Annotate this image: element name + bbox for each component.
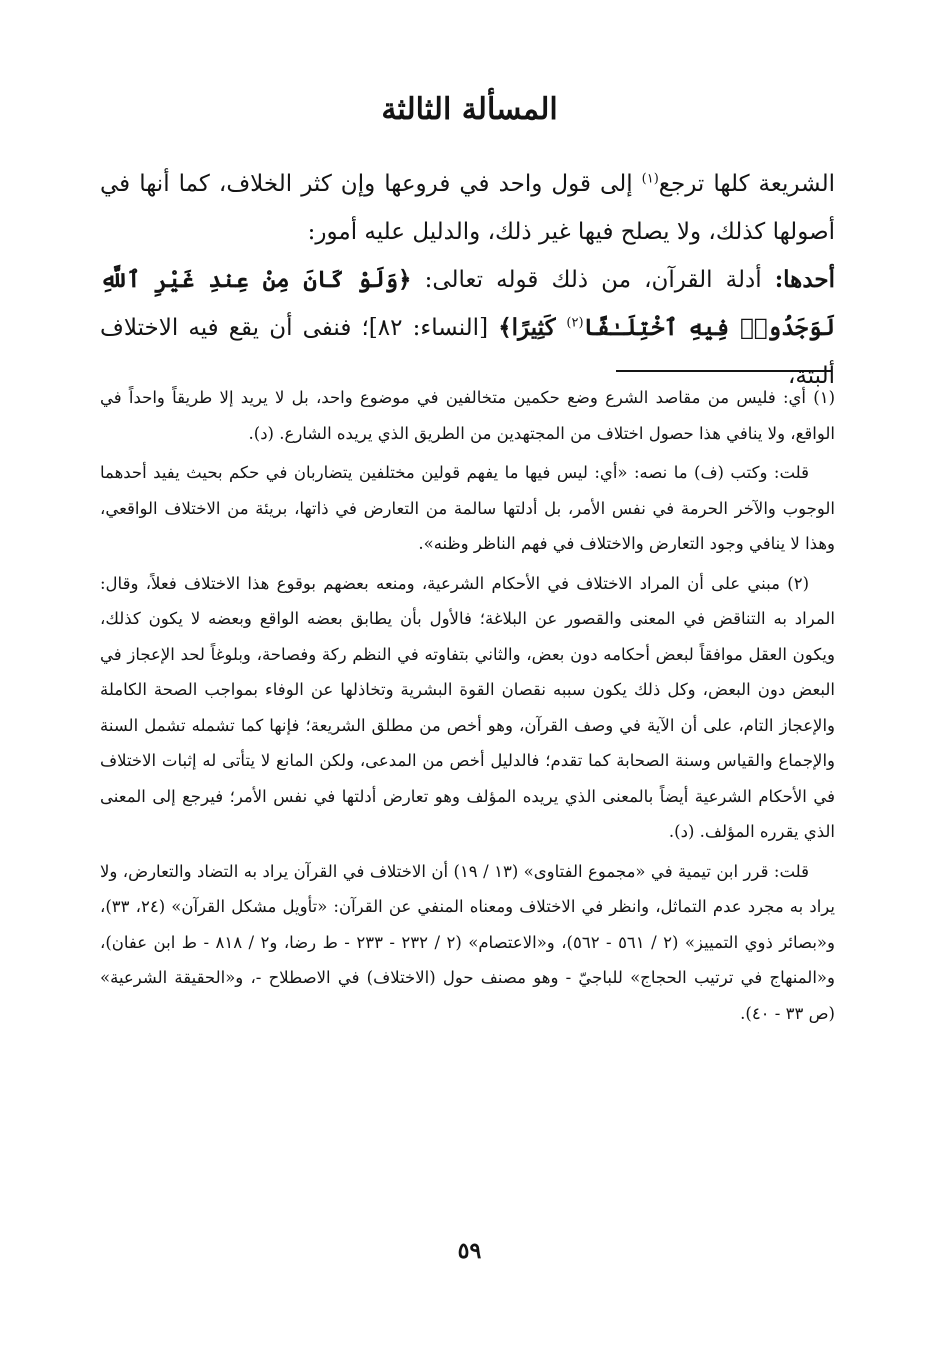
main-body [100,160,835,400]
paragraph-2-text: أدلة القرآن، من ذلك قوله تعالى: [411,267,775,293]
footnote-1-note: قلت: وكتب (ف) ما نصه: «أي: ليس فيها ما يفهم قولين مختلفين يتضاربان في حكم بحيث يفيد أحدهما الوجوب والآخر الحرمة في نفس الأمر، بل أدلتها سالمة من التعارض في ذاتها، بريئة من الاختلاف الواقعي، وهذا لا ينافي وجود التعارض والاختلاف في فهم الناظر وظنه». [100,463,835,553]
footnote-marker-1[interactable]: (١) [641,171,659,187]
footnote-divider [616,370,831,372]
quran-verse-part-2: كَثِيرًا﴾ [498,314,567,341]
paragraph-1-rest: إلى قول واحد في فروعها وإن كثر الخلاف، كما أنها في أصولها كذلك، ولا يصلح فيها غير ذلك، والدليل عليه أمور: [100,171,835,245]
page-number: ٥٩ [457,1238,482,1264]
quran-verse-part-1: ﴿وَلَوْ كَانَ مِنْ عِندِ غَيْرِ ٱللَّهِ لَوَجَدُوا۟ فِيهِ ٱخْتِلَـٰفًا [100,266,835,341]
footnote-2-note: قلت: قرر ابن تيمية في «مجموع الفتاوى» (١٣ / ١٩) أن الاختلاف في القرآن يراد به التضاد والتعارض، ولا يراد به مجرد عدم التماثل، وانظر في الاختلاف ومعناه المنفي عن القرآن: «تأويل مشكل القرآن» (٢٤، ٣٣)، و«بصائر ذوي التمييز» (٢ / ٥٦١ - ٥٦٢)، و«الاعتصام» (٢ / ٢٣٢ - ٢٣٣ - ط رضا، و٢ / ٨١٨ - ط ابن عفان)، و«المنهاج في ترتيب الحجاج» للباجيّ - وهو مصنف حول (الاختلاف) في الاصطلاح -، و«الحقيقة الشرعية» (ص ٣٣ - ٤٠). [100,861,835,1023]
section-title: المسألة الثالثة [381,92,558,127]
evidence-label: أحدها: [774,266,835,293]
footnote-2: (٢) مبني على أن المراد الاختلاف في الأحكام الشرعية، ومنعه بعضهم بوقوع هذا الاختلاف فعلاً، وقال: المراد به التناقض في المعنى والقصور عن البلاغة؛ فالأول بأن يطابق بعضه الواقع وبعضه لا يكون كذلك، ويكون العقل موافقاً لبعض أحكامه دون بعض، والثاني بتفاوته في النظم ركة وفصاحة، وبلوغاً لحد الإعجاز في البعض دون البعض، وكل ذلك يكون سببه نقصان القوة البشرية وتخاذلها عن الوفاء بمواجب الصحة الكاملة والإعجاز التام، على أن الآية في وصف القرآن، وهو أخص من مطلق الشريعة؛ فإنها كما تشمله تشمل السنة والإجماع والقياس وسنة الصحابة كما تقدم؛ فالدليل أخص من المدعى، ولكن المانع لا يتأتى له إثبات الاختلاف في الأحكام الشرعية أيضاً بالمعنى الذي يريده المؤلف وهو تعارض أدلتها في نفس الأمر؛ فيرجع إلى المعنى الذي يقرره المؤلف. (د). [100,573,835,841]
main-paragraph-1 [100,160,835,256]
footnote-1: (١) أي: فليس من مقاصد الشرع وضع حكمين متخالفين في موضوع واحد، بل لا يريد إلا طريقاً واحداً في الواقع، ولا ينافي هذا حصول اختلاف من المجتهدين من الطريق الذي يريده الشارع. (د). [100,388,835,443]
footnotes [100,380,835,1035]
footnote-marker-2[interactable]: (٢) [566,315,584,331]
paragraph-1-text: الشريعة كلها ترجع [658,171,835,197]
paragraph-2-rest: [النساء: ٨٢]؛ فنفى أن يقع فيه الاختلاف ألبتة، [100,315,835,389]
main-paragraph-2 [100,256,835,400]
